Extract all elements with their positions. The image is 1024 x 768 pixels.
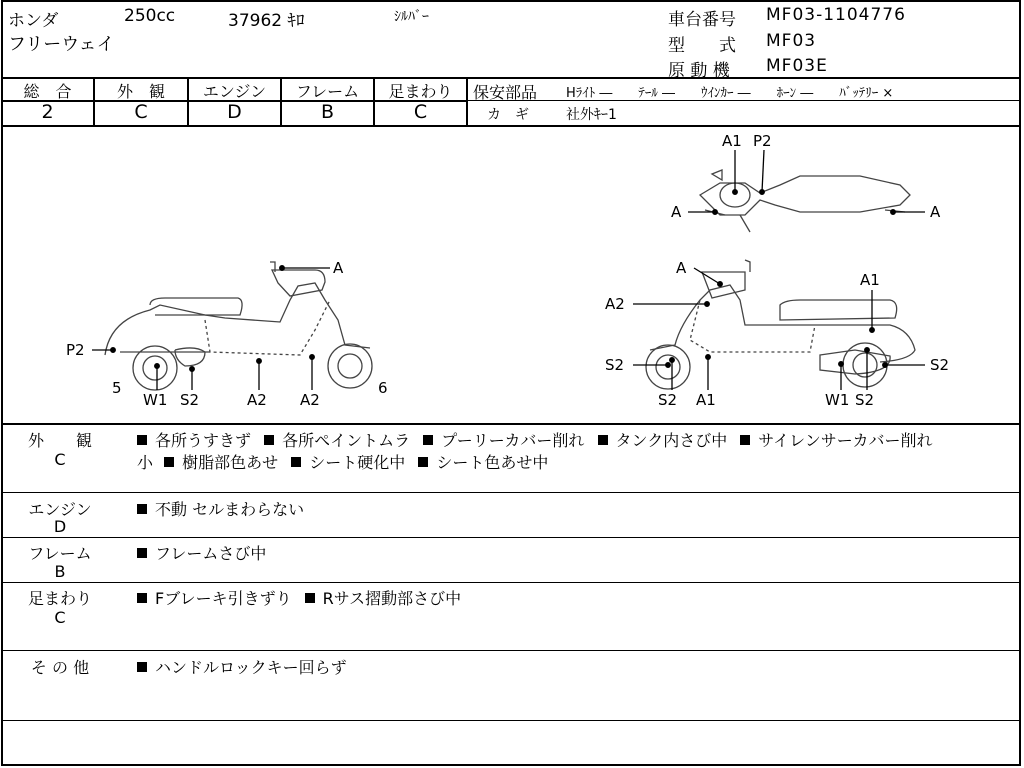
displacement: 250cc: [124, 6, 176, 26]
engine-grade-label: エンジン: [202, 82, 267, 101]
diagram-label: P2: [66, 341, 85, 359]
overall-grade: 2: [41, 101, 54, 123]
engine-label: 原 動 機: [668, 61, 730, 81]
diagram-label: A2: [300, 391, 320, 409]
engine-grade: D: [227, 101, 242, 123]
divider: [1, 582, 1021, 583]
diagram-label: 5: [112, 379, 122, 397]
diagram-label: A2: [605, 295, 625, 313]
remark-other-line: ハンドルロックキー回らず: [137, 655, 347, 678]
diagram-label: S2: [180, 391, 200, 409]
remark-exterior-label: 外 観: [27, 431, 92, 450]
frame-grade: B: [320, 101, 335, 123]
diagram-label: W1: [825, 391, 850, 409]
remark-frame-line: フレームさび中: [137, 541, 266, 564]
remark-exterior-line2: 小 樹脂部色あせ シート硬化中 シート色あせ中: [137, 453, 549, 472]
frame-grade-label: フレーム: [295, 82, 360, 101]
key-label: カ ギ: [487, 107, 529, 123]
remark-frame-label: フレーム: [28, 544, 92, 563]
diagram-label: A2: [247, 391, 267, 409]
type-label: 型 式: [668, 36, 736, 56]
type-value: MF03: [766, 31, 817, 51]
engine-value: MF03E: [766, 56, 828, 76]
diagram-label: 6: [378, 379, 388, 397]
damage-diagram: [0, 126, 1024, 424]
top-view-scooter: [700, 170, 910, 232]
diagram-label: A: [676, 259, 687, 277]
suspension-grade: C: [413, 101, 428, 123]
exterior-label: 外 観: [116, 82, 165, 101]
remark-other-label: そ の 他: [30, 658, 90, 677]
remark-suspension-label: 足まわり: [27, 589, 92, 608]
frame-no-label: 車台番号: [668, 10, 736, 30]
key-value: 社外ｷｰ1: [566, 107, 617, 123]
diagram-label: A1: [860, 271, 880, 289]
diagram-label: S2: [930, 356, 950, 374]
diagram-label: P2: [753, 132, 772, 150]
diagram-label: S2: [658, 391, 678, 409]
diagram-label: S2: [855, 391, 875, 409]
remark-exterior-grade: C: [54, 450, 66, 469]
frame-no: MF03-1104776: [766, 5, 906, 25]
diagram-label: A: [671, 203, 682, 221]
mileage: 37962 ｷﾛ: [228, 11, 305, 31]
model-name: フリーウェイ: [8, 34, 115, 55]
suspension-grade-label: 足まわり: [388, 82, 453, 101]
remark-engine-label: エンジン: [28, 500, 92, 519]
diagram-label: A1: [722, 132, 742, 150]
remark-frame-grade: B: [54, 562, 66, 581]
divider: [1, 537, 1021, 538]
divider: [466, 77, 468, 125]
remark-suspension-line: Fブレーキ引きずり Rサス摺動部さび中: [137, 586, 461, 609]
safety-items: Hﾗｲﾄ ― ﾃｰﾙ ― ｳｲﾝｶｰ ― ﾎｰﾝ ― ﾊﾞｯﾃﾘｰ ×: [566, 86, 894, 101]
maker: ホンダ: [8, 11, 59, 31]
left-side-scooter: [105, 262, 372, 390]
diagram-label: S2: [605, 356, 625, 374]
exterior-grade: C: [134, 101, 148, 123]
remark-suspension-grade: C: [54, 608, 66, 627]
diagram-label: A1: [696, 391, 716, 409]
divider: [1, 720, 1021, 721]
diagram-label: A: [333, 259, 344, 277]
remark-engine-line: 不動 セルまわらない: [137, 497, 304, 520]
overall-label: 総 合: [23, 82, 72, 101]
diagram-label: W1: [143, 391, 168, 409]
color: ｼﾙﾊﾞｰ: [394, 9, 429, 25]
remark-engine-grade: D: [53, 517, 67, 536]
safety-label: 保安部品: [473, 83, 538, 102]
diagram-label: A: [930, 203, 941, 221]
divider: [1, 423, 1021, 425]
divider: [1, 650, 1021, 651]
divider: [1, 492, 1021, 493]
remark-exterior-line1: 各所うすきず 各所ペイントムラ プーリーカバー削れ タンク内さび中 サイレンサーカバー削れ: [137, 428, 932, 451]
